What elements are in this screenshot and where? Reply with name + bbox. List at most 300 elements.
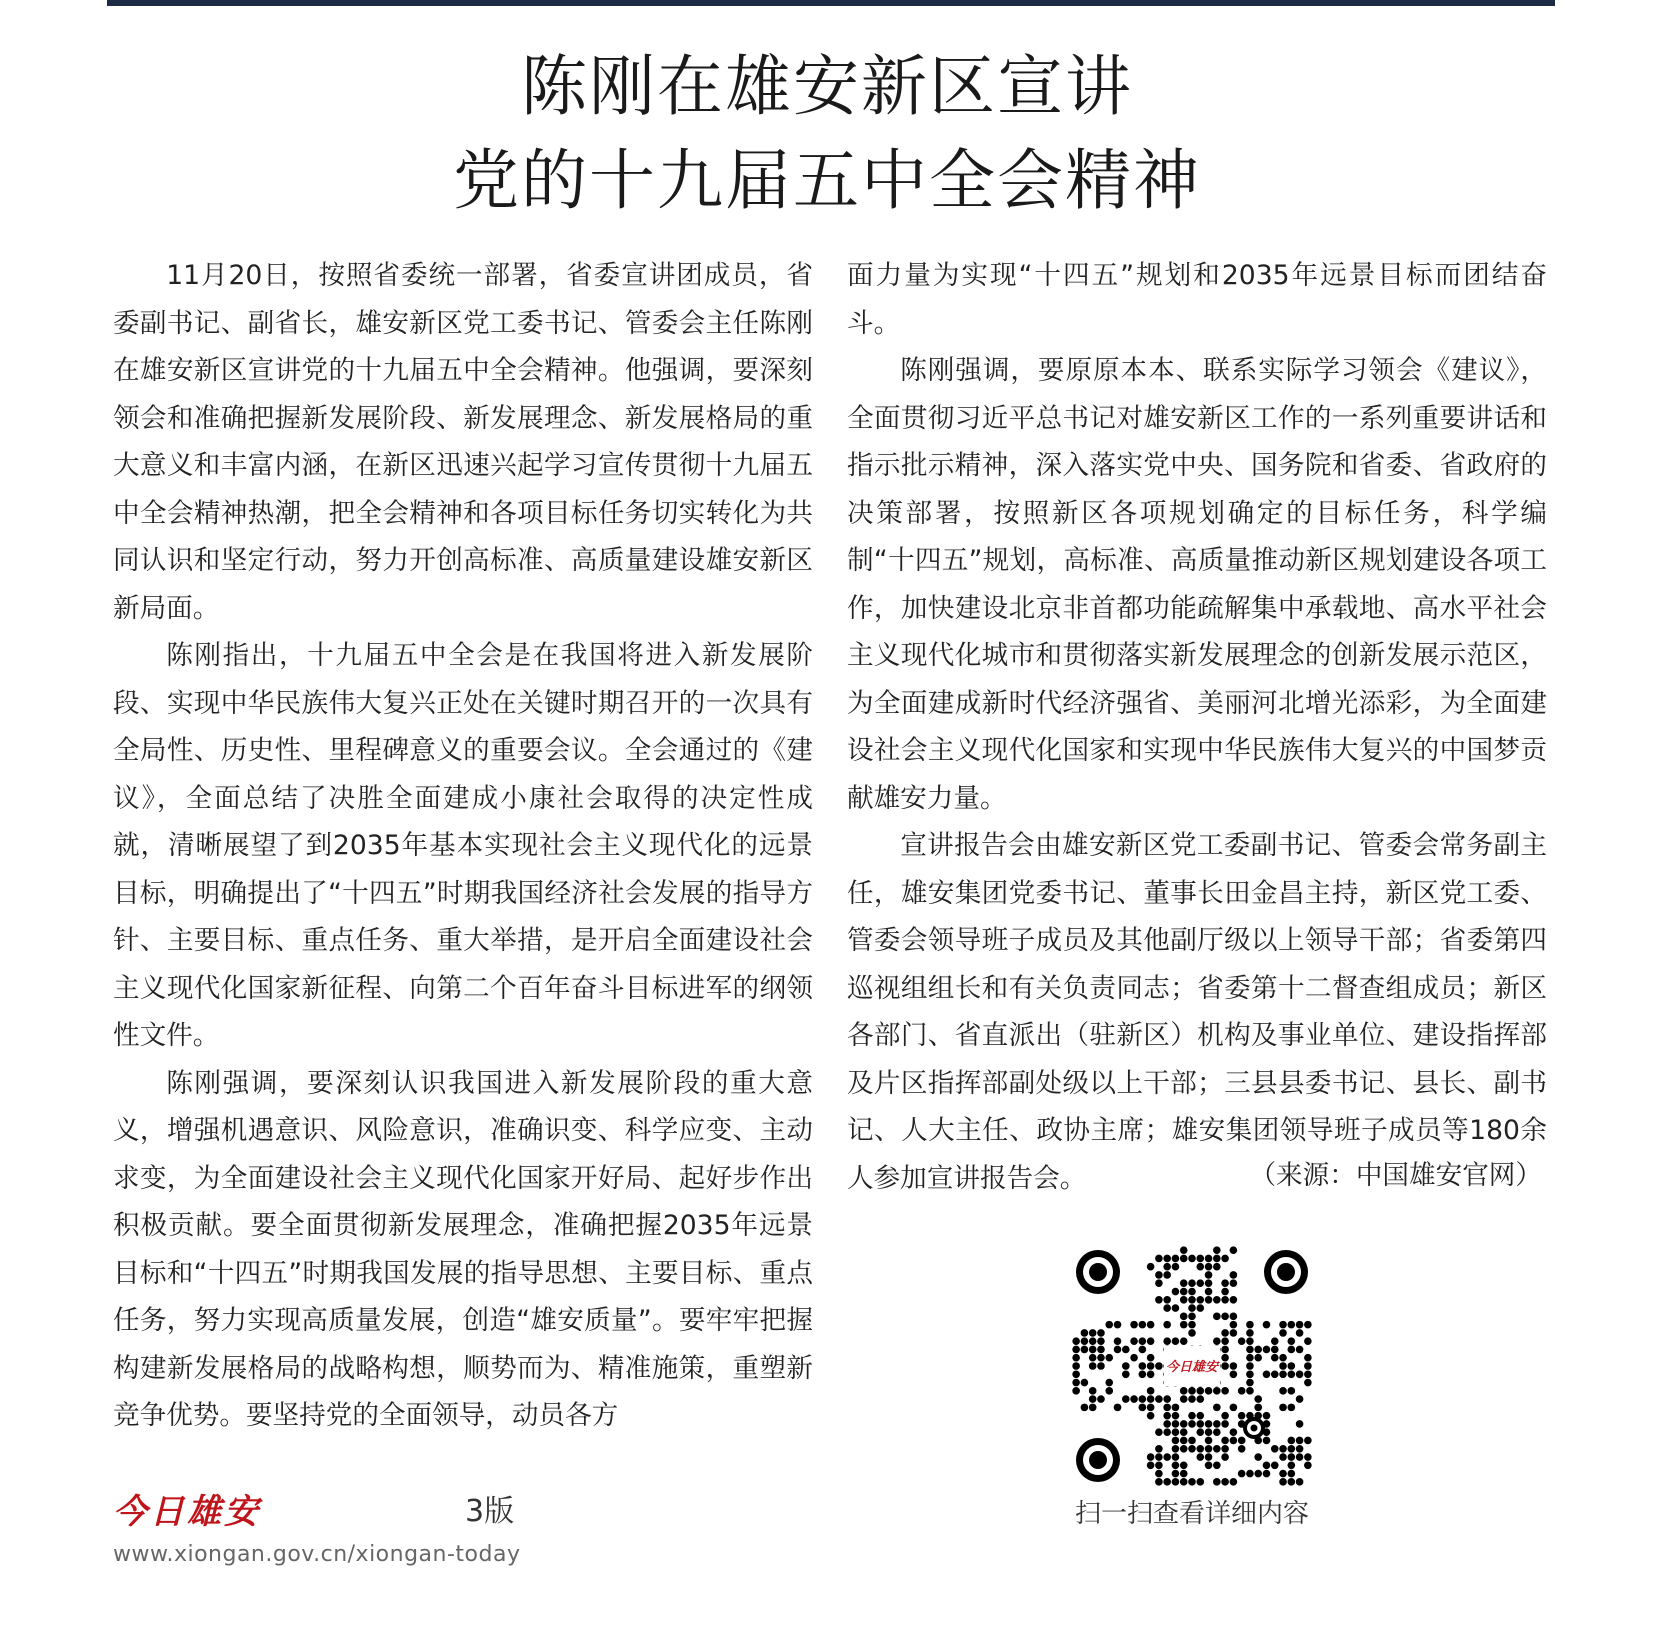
qr-module [1196,1478,1204,1486]
qr-module [1188,1279,1196,1287]
qr-module [1221,1445,1229,1453]
qr-module [1155,1395,1163,1403]
qr-module [1238,1387,1246,1395]
qr-module [1155,1362,1163,1370]
qr-module [1188,1437,1196,1445]
qr-module [1139,1362,1147,1370]
qr-module [1196,1387,1204,1395]
qr-module [1279,1329,1287,1337]
qr-module [1246,1362,1254,1370]
qr-module [1230,1321,1238,1329]
qr-module [1205,1279,1213,1287]
qr-module [1196,1296,1204,1304]
qr-module [1196,1412,1204,1420]
qr-module [1089,1404,1097,1412]
qr-code-graphic [1072,1246,1312,1486]
qr-module [1180,1437,1188,1445]
qr-module [1180,1428,1188,1436]
qr-module [1213,1445,1221,1453]
article-column-right [847,252,1547,1202]
qr-module [1288,1462,1296,1470]
qr-module [1147,1362,1155,1370]
qr-module [1188,1288,1196,1296]
qr-module [1196,1445,1204,1453]
qr-caption: 扫一扫查看详细内容 [1074,1499,1309,1529]
qr-module [1279,1470,1287,1478]
qr-module [1296,1395,1304,1403]
qr-module [1097,1395,1105,1403]
qr-module [1230,1279,1238,1287]
qr-module [1089,1387,1097,1395]
qr-module [1122,1362,1130,1370]
qr-module [1147,1453,1155,1461]
qr-module [1172,1304,1180,1312]
qr-module [1105,1321,1113,1329]
qr-module [1139,1395,1147,1403]
qr-module [1205,1296,1213,1304]
qr-module [1155,1478,1163,1486]
qr-module [1163,1404,1171,1412]
qr-module [1205,1387,1213,1395]
qr-module [1163,1412,1171,1420]
qr-module [1246,1370,1254,1378]
qr-module [1230,1246,1238,1254]
qr-module [1180,1255,1188,1263]
qr-module [1254,1346,1262,1354]
qr-module [1254,1404,1262,1412]
qr-module [1180,1337,1188,1345]
qr-module [1221,1255,1229,1263]
qr-module [1205,1428,1213,1436]
qr-module [1180,1288,1188,1296]
qr-module [1230,1271,1238,1279]
qr-module [1147,1412,1155,1420]
top-rule [107,0,1555,6]
qr-module [1072,1370,1080,1378]
qr-module [1271,1354,1279,1362]
qr-module [1279,1404,1287,1412]
qr-module [1288,1437,1296,1445]
qr-module [1296,1321,1304,1329]
qr-module [1163,1420,1171,1428]
qr-module [1172,1412,1180,1420]
qr-module [1246,1329,1254,1337]
qr-module [1196,1255,1204,1263]
qr-module [1072,1337,1080,1345]
qr-module [1097,1346,1105,1354]
qr-module [1172,1445,1180,1453]
qr-module [1271,1346,1279,1354]
qr-module [1172,1263,1180,1271]
qr-module [1097,1337,1105,1345]
qr-module [1246,1470,1254,1478]
qr-module [1196,1279,1204,1287]
qr-module [1105,1387,1113,1395]
qr-module [1180,1321,1188,1329]
qr-module [1163,1395,1171,1403]
qr-module [1180,1246,1188,1254]
qr-module [1238,1337,1246,1345]
qr-module [1296,1370,1304,1378]
qr-module [1263,1412,1271,1420]
qr-module [1139,1404,1147,1412]
qr-module [1089,1362,1097,1370]
qr-module [1081,1329,1089,1337]
qr-module [1172,1337,1180,1345]
qr-module [1288,1404,1296,1412]
qr-module [1213,1428,1221,1436]
qr-module [1288,1453,1296,1461]
qr-module [1172,1420,1180,1428]
qr-module [1155,1296,1163,1304]
qr-module [1089,1329,1097,1337]
qr-module [1263,1321,1271,1329]
qr-module [1147,1404,1155,1412]
qr-module [1147,1370,1155,1378]
qr-module [1155,1279,1163,1287]
qr-module [1213,1246,1221,1254]
qr-module [1089,1354,1097,1362]
qr-module [1072,1387,1080,1395]
qr-module [1304,1337,1312,1345]
qr-module [1221,1412,1229,1420]
qr-module [1213,1462,1221,1470]
qr-module [1180,1387,1188,1395]
title-line-1: 陈刚在雄安新区宣讲 [521,48,1133,125]
qr-module [1105,1354,1113,1362]
qr-module [1205,1263,1213,1271]
qr-module [1238,1412,1246,1420]
qr-module [1097,1329,1105,1337]
qr-module [1130,1354,1138,1362]
article-paragraph: 陈刚强调，要原原本本、联系实际学习领会《建议》，全面贯彻习近平总书记对雄安新区工作的一系列重要讲话和指示批示精神，深入落实党中央、国务院和省委、省政府的决策部署，按照新区各项规划确定的目标任务，科学编制“十四五”规划，高标准、高质量推动新区规划建设各项工作，加快建设北京非首都功能疏解集中承载地、高水平社会主义现代化城市和贯彻落实新发展理念的创新发展示范区，为全面建成新时代经济强省、美丽河北增光添彩，为全面建设社会主义现代化国家和实现中华民族伟大复兴的中国梦贡献雄安力量。 [847,355,1547,814]
qr-module [1279,1478,1287,1486]
qr-module [1188,1420,1196,1428]
qr-module [1246,1354,1254,1362]
qr-module [1180,1395,1188,1403]
qr-module [1081,1379,1089,1387]
qr-module [1205,1255,1213,1263]
article-paragraph: 11月20日，按照省委统一部署，省委宣讲团成员，省委副书记、副省长，雄安新区党工委书记、管委会主任陈刚在雄安新区宣讲党的十九届五中全会精神。他强调，要深刻领会和准确把握新发展阶段、新发展理念、新发展格局的重大意义和丰富内涵，在新区迅速兴起学习宣传贯彻十九届五中全会精神热潮，把全会精神和各项目标任务切实转化为共同认识和坚定行动，努力开创高标准、高质量建设雄安新区新局面。 [113,260,813,624]
qr-module [1230,1370,1238,1378]
article-paragraph: 陈刚指出，十九届五中全会是在我国将进入新发展阶段、实现中华民族伟大复兴正处在关键时期召开的一次具有全局性、历史性、里程碑意义的重要会议。全会通过的《建议》，全面总结了决胜全面建成小康社会取得的决定性成就，清晰展望了到2035年基本实现社会主义现代化的远景目标，明确提出了“十四五”时期我国经济社会发展的指导方针、主要目标、重点任务、重大举措，是开启全面建设社会主义现代化国家新征程、向第二个百年奋斗目标进军的纲领性文件。 [113,640,813,1051]
qr-module [1263,1437,1271,1445]
qr-module [1246,1379,1254,1387]
qr-module [1114,1321,1122,1329]
qr-finder-top-right [1264,1250,1308,1294]
qr-module [1304,1362,1312,1370]
article-paragraph-continuation: 面力量为实现“十四五”规划和2035年远景目标而团结奋斗。 [847,260,1547,339]
qr-module [1288,1470,1296,1478]
qr-module [1304,1354,1312,1362]
qr-module [1072,1379,1080,1387]
qr-module [1296,1437,1304,1445]
qr-module [1221,1296,1229,1304]
qr-module [1221,1313,1229,1321]
qr-module [1072,1354,1080,1362]
qr-module [1147,1387,1155,1395]
qr-module [1188,1296,1196,1304]
qr-module [1155,1255,1163,1263]
qr-module [1271,1370,1279,1378]
qr-module [1089,1346,1097,1354]
qr-module [1139,1370,1147,1378]
qr-module [1213,1255,1221,1263]
article-column-left [113,252,813,1440]
qr-module [1304,1453,1312,1461]
qr-module [1130,1337,1138,1345]
article-source: （来源：中国雄安官网） [1249,1160,1542,1191]
qr-module [1288,1337,1296,1345]
qr-module [1296,1346,1304,1354]
qr-module [1304,1462,1312,1470]
publication-logo: 今日雄安 [113,1492,261,1532]
qr-module [1279,1445,1287,1453]
qr-module [1279,1354,1287,1362]
qr-module [1155,1462,1163,1470]
qr-module [1213,1296,1221,1304]
qr-module [1296,1445,1304,1453]
qr-module [1279,1370,1287,1378]
qr-module [1097,1354,1105,1362]
qr-module [1105,1379,1113,1387]
qr-module [1188,1387,1196,1395]
qr-module [1296,1420,1304,1428]
qr-module [1172,1453,1180,1461]
qr-module [1139,1321,1147,1329]
qr-module [1155,1453,1163,1461]
article-paragraph: 宣讲报告会由雄安新区党工委副书记、管委会常务副主任，雄安集团党委书记、董事长田金昌主持，新区党工委、管委会领导班子成员及其他副厅级以上领导干部；省委第四巡视组组长和有关负责同志；省委第十二督查组成员；新区各部门、省直派出（驻新区）机构及事业单位、建设指挥部及片区指挥部副处级以上干部；三县县委书记、县长、副书记、人大主任、政协主席；雄安集团领导班子成员等180余人参加宣讲报告会。 [847,830,1547,1194]
page-title [0,40,1654,228]
qr-module [1238,1437,1246,1445]
qr-module [1254,1395,1262,1403]
qr-module [1246,1321,1254,1329]
qr-finder-bottom-left [1076,1438,1120,1482]
qr-module [1205,1271,1213,1279]
qr-module [1180,1420,1188,1428]
qr-module [1221,1354,1229,1362]
qr-module [1271,1337,1279,1345]
qr-module [1196,1428,1204,1436]
qr-module [1163,1304,1171,1312]
qr-module [1196,1395,1204,1403]
qr-module [1114,1404,1122,1412]
qr-module [1213,1387,1221,1395]
qr-module [1180,1445,1188,1453]
qr-module [1188,1313,1196,1321]
qr-module [1279,1453,1287,1461]
qr-module [1180,1470,1188,1478]
qr-module [1254,1470,1262,1478]
qr-module [1304,1321,1312,1329]
qr-module [1147,1321,1155,1329]
qr-module [1304,1437,1312,1445]
qr-module [1188,1478,1196,1486]
qr-module [1213,1420,1221,1428]
qr-module [1246,1337,1254,1345]
qr-module [1296,1329,1304,1337]
qr-module [1230,1296,1238,1304]
qr-module [1172,1255,1180,1263]
qr-module [1296,1478,1304,1486]
qr-center-logo: 今日雄安 [1165,1360,1219,1375]
qr-module [1263,1462,1271,1470]
qr-module [1205,1288,1213,1296]
qr-module [1163,1255,1171,1263]
page-number: 3版 [465,1494,515,1529]
qr-module [1072,1346,1080,1354]
site-url[interactable]: www.xiongan.gov.cn/xiongan-today [113,1542,521,1567]
qr-module [1188,1304,1196,1312]
qr-module [1304,1370,1312,1378]
qr-module [1288,1478,1296,1486]
qr-module [1238,1445,1246,1453]
qr-module [1205,1420,1213,1428]
qr-module [1147,1354,1155,1362]
qr-module [1089,1395,1097,1403]
qr-module [1263,1346,1271,1354]
qr-module [1188,1395,1196,1403]
qr-module [1163,1478,1171,1486]
qr-module [1246,1346,1254,1354]
qr-module [1230,1329,1238,1337]
qr-module [1213,1263,1221,1271]
qr-module [1230,1478,1238,1486]
qr-module [1254,1354,1262,1362]
qr-module [1238,1470,1246,1478]
qr-module [1180,1478,1188,1486]
qr-module [1288,1346,1296,1354]
qr-module [1221,1387,1229,1395]
qr-module [1163,1321,1171,1329]
qr-module [1230,1362,1238,1370]
qr-module [1271,1462,1279,1470]
qr-module [1130,1321,1138,1329]
qr-module [1188,1445,1196,1453]
title-line-2: 党的十九届五中全会精神 [453,142,1201,219]
qr-module [1188,1321,1196,1329]
qr-module [1172,1288,1180,1296]
qr-module [1172,1462,1180,1470]
qr-module [1221,1329,1229,1337]
qr-module [1097,1362,1105,1370]
qr-module [1221,1437,1229,1445]
qr-module [1263,1370,1271,1378]
qr-module [1172,1428,1180,1436]
qr-module [1196,1304,1204,1312]
qr-module [1196,1263,1204,1271]
qr-module [1139,1346,1147,1354]
qr-module [1188,1329,1196,1337]
qr-module [1114,1346,1122,1354]
qr-module [1263,1470,1271,1478]
qr-module [1304,1379,1312,1387]
qr-code[interactable] [1072,1246,1312,1486]
qr-module [1172,1404,1180,1412]
qr-module [1296,1453,1304,1461]
qr-module [1196,1420,1204,1428]
qr-module [1163,1296,1171,1304]
qr-module [1196,1453,1204,1461]
qr-module [1288,1321,1296,1329]
qr-module [1180,1462,1188,1470]
qr-module [1213,1404,1221,1412]
qr-module [1205,1445,1213,1453]
qr-alignment-mark [1243,1417,1265,1439]
qr-module [1279,1362,1287,1370]
qr-module [1081,1337,1089,1345]
qr-module [1155,1271,1163,1279]
qr-module [1163,1263,1171,1271]
qr-module [1114,1337,1122,1345]
qr-module [1221,1478,1229,1486]
qr-module [1213,1313,1221,1321]
qr-module [1271,1445,1279,1453]
qr-module [1122,1395,1130,1403]
qr-module [1089,1337,1097,1345]
qr-module [1230,1428,1238,1436]
qr-module [1130,1395,1138,1403]
qr-module [1081,1404,1089,1412]
qr-module [1155,1428,1163,1436]
qr-module [1081,1346,1089,1354]
qr-module [1163,1453,1171,1461]
qr-module [1288,1445,1296,1453]
qr-module [1288,1370,1296,1378]
qr-module [1155,1470,1163,1478]
qr-module [1163,1337,1171,1345]
qr-module [1188,1255,1196,1263]
qr-module [1180,1296,1188,1304]
qr-module [1147,1263,1155,1271]
article-paragraph: 陈刚强调，要深刻认识我国进入新发展阶段的重大意义，增强机遇意识、风险意识，准确识变、科学应变、主动求变，为全面建设社会主义现代化国家开好局、起好步作出积极贡献。要全面贯彻新发展理念，准确把握2035年远景目标和“十四五”时期我国发展的指导思想、主要目标、重点任务，努力实现高质量发展，创造“雄安质量”。要牢牢把握构建新发展格局的战略构想，顺势而为、精准施策，重塑新竞争优势。要坚持党的全面领导，动员各方 [113,1067,813,1431]
qr-module [1147,1337,1155,1345]
qr-module [1279,1387,1287,1395]
qr-module [1155,1445,1163,1453]
qr-module [1221,1420,1229,1428]
qr-module [1213,1478,1221,1486]
qr-module [1221,1346,1229,1354]
qr-module [1254,1453,1262,1461]
qr-module [1072,1362,1080,1370]
qr-module [1288,1387,1296,1395]
qr-module [1147,1462,1155,1470]
qr-module [1221,1362,1229,1370]
qr-module [1279,1321,1287,1329]
qr-module [1180,1313,1188,1321]
qr-module [1163,1271,1171,1279]
qr-module [1205,1453,1213,1461]
qr-finder-top-left [1076,1250,1120,1294]
qr-module [1230,1437,1238,1445]
qr-module [1147,1395,1155,1403]
qr-module [1213,1337,1221,1345]
qr-module [1221,1337,1229,1345]
qr-module [1180,1279,1188,1287]
qr-module [1230,1404,1238,1412]
qr-module [1221,1279,1229,1287]
qr-module [1221,1453,1229,1461]
qr-module [1139,1337,1147,1345]
qr-module [1188,1412,1196,1420]
qr-module [1246,1387,1254,1395]
qr-module [1221,1288,1229,1296]
qr-module [1122,1370,1130,1378]
qr-module [1205,1437,1213,1445]
qr-module [1288,1362,1296,1370]
qr-module [1172,1437,1180,1445]
qr-module [1172,1470,1180,1478]
